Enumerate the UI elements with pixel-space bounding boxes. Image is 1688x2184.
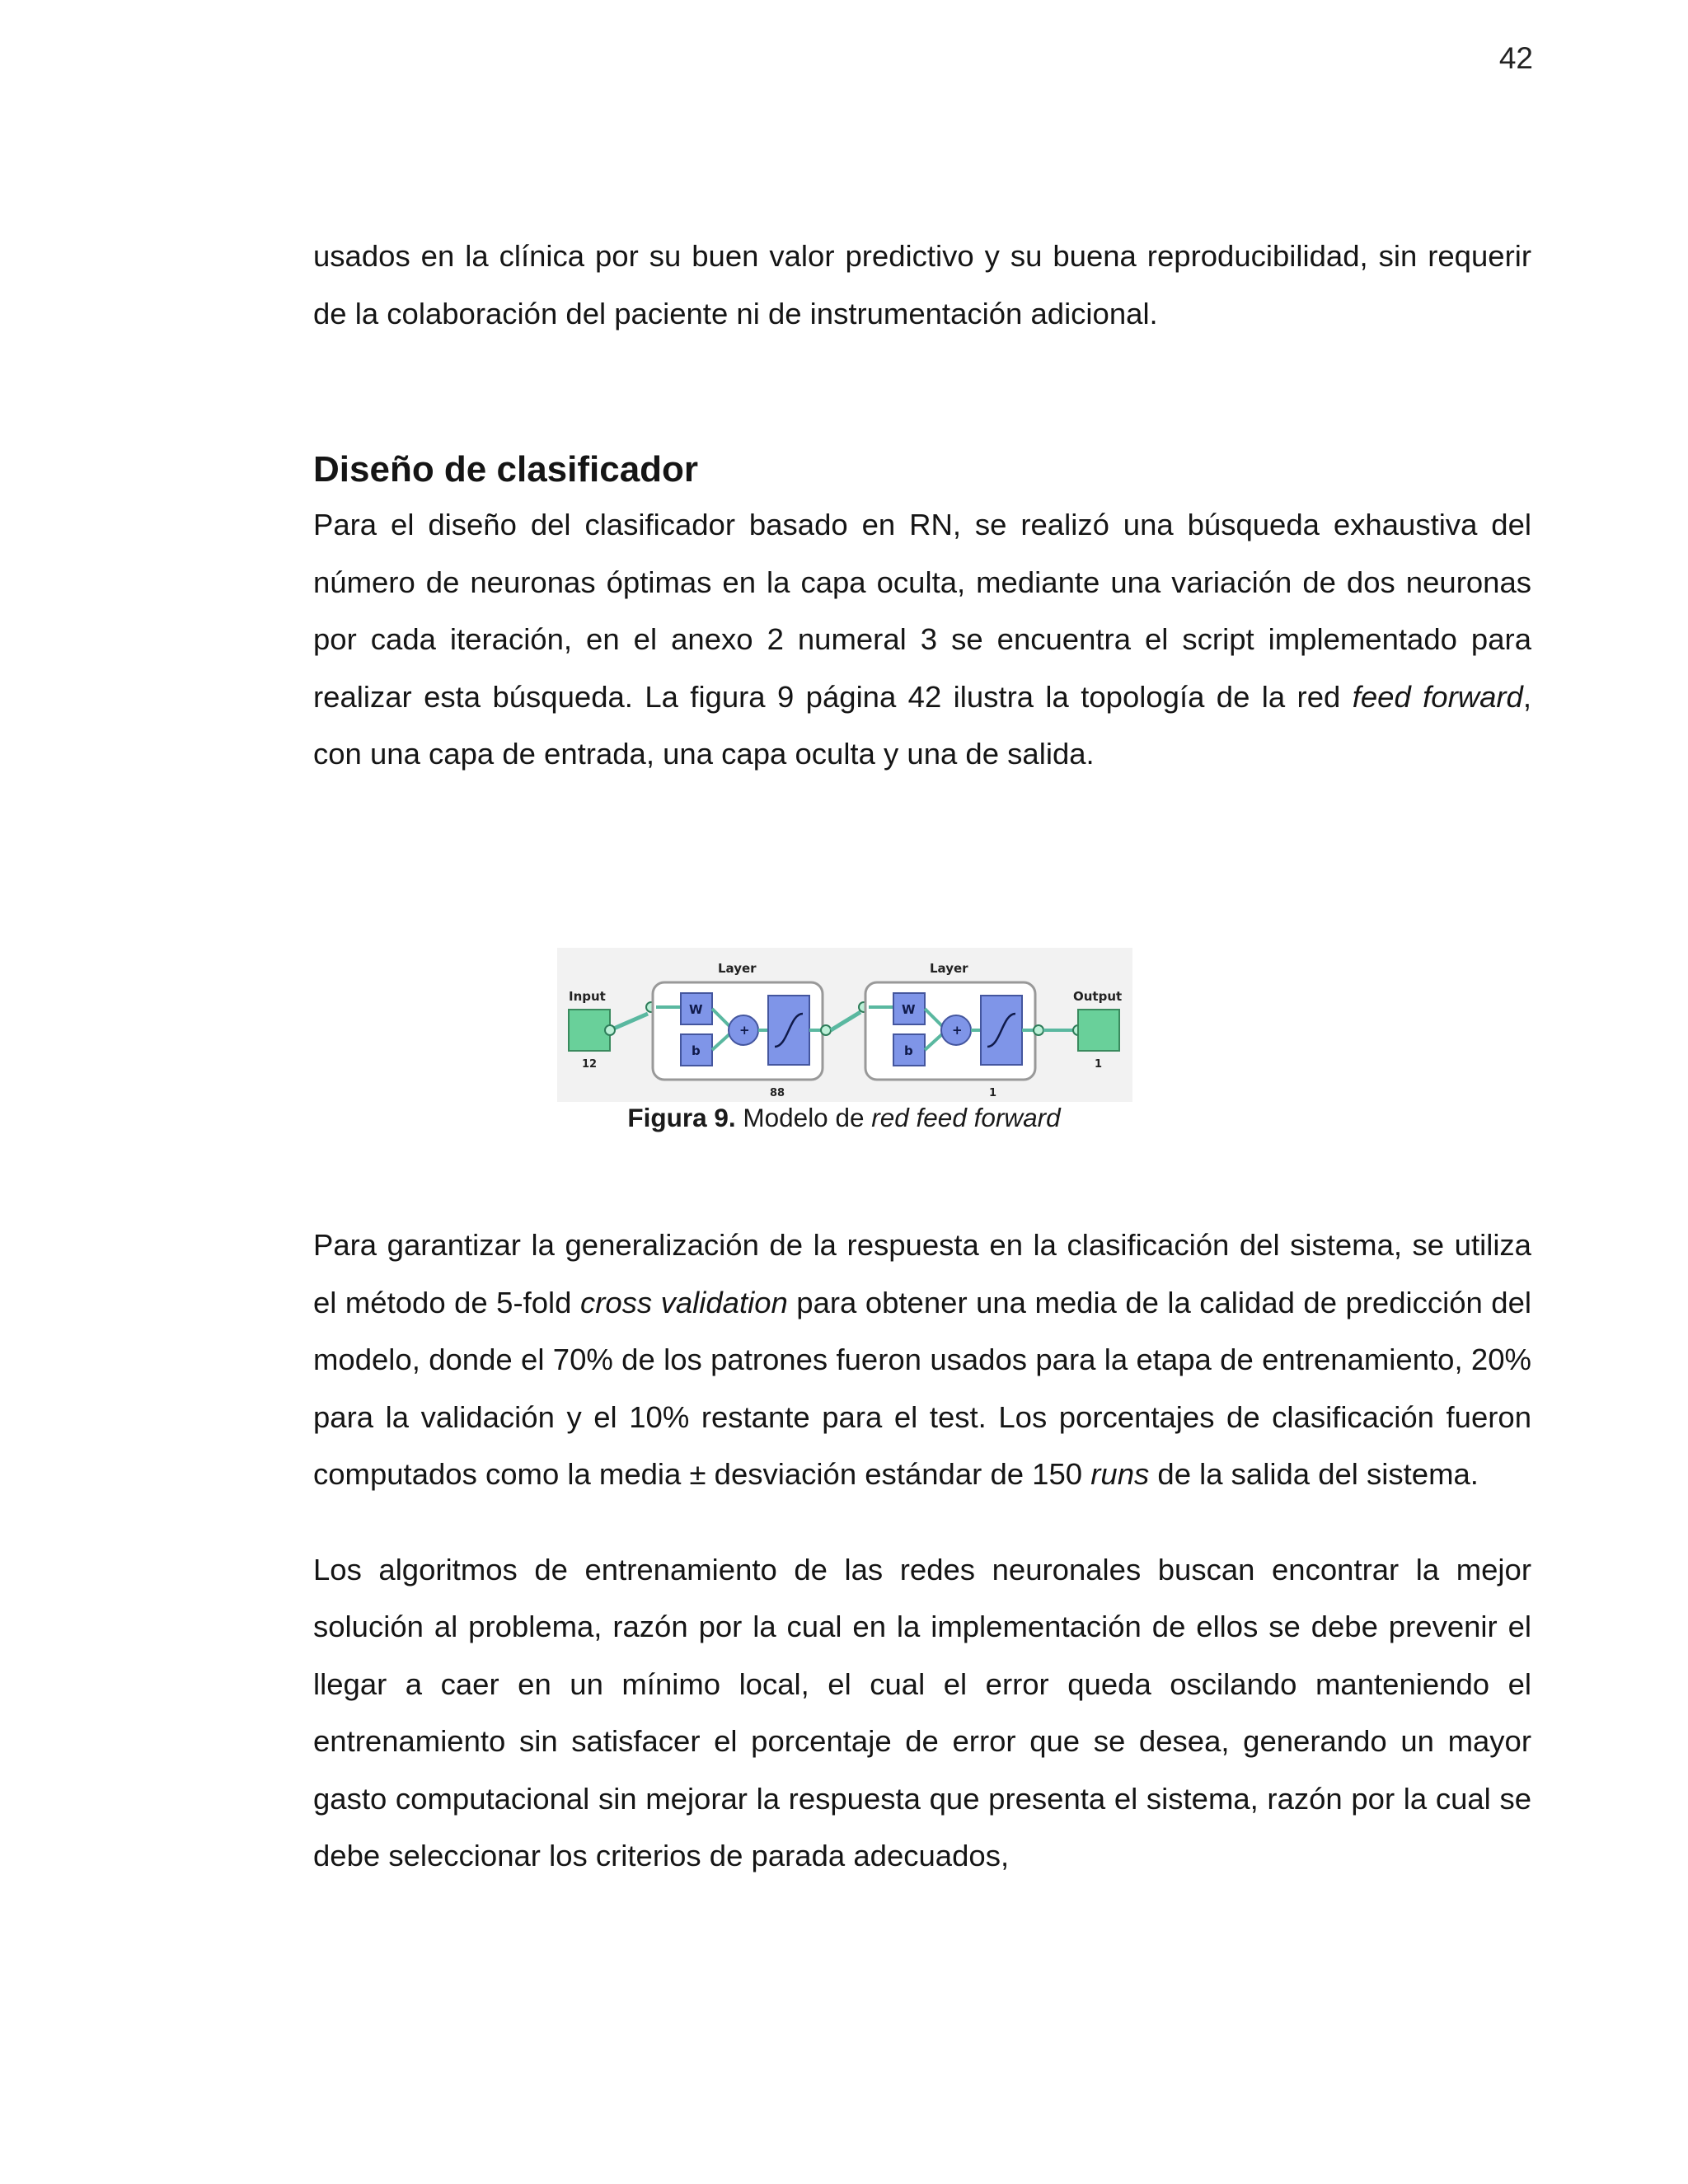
paragraph-training-algorithms: Los algoritmos de entrenamiento de las redes neuronales buscan encontrar la mejor solución al problema, razón por la cual en la implementación de ellos se debe prevenir el llegar a caer en un mínimo local, el cual el error queda oscilando manteniendo el entrenamiento sin satisfacer el porcentaje de error que se desea, generando un mayor gasto computacional sin mejorar la respuesta que presenta el sistema, razón por la cual se debe seleccionar los criterios de parada adecuados,	[313, 1552, 1531, 1872]
page-content	[313, 227, 1531, 783]
weight-label: W	[902, 1002, 916, 1017]
layer2-size: 1	[989, 1087, 997, 1099]
output-size: 1	[1095, 1058, 1103, 1071]
bias-label: b	[692, 1043, 701, 1058]
page-number: 42	[1498, 41, 1533, 75]
section-heading: Diseño de clasificador	[313, 449, 699, 490]
emphasis-text: cross validation	[579, 1285, 788, 1319]
page-content-lower	[313, 1216, 1531, 1885]
paragraph-text: , con una capa de entrada, una capa oculta y una de salida.	[313, 679, 1531, 771]
emphasis-text: runs	[1090, 1457, 1150, 1491]
input-block	[569, 1010, 610, 1051]
paragraph-cross-validation	[313, 1216, 1531, 1503]
paragraph-text: Para el diseño del clasificador basado en RN, se realizó una búsqueda exhaustiva del número de neuronas óptimas en la capa oculta, mediante una variación de dos neuronas por cada iteración, en el anexo 2 numeral 3 se encuentra el script implementado para realizar esta búsqueda. La figura 9 página 42 ilustra la topología de la red	[313, 508, 1531, 714]
paragraph-intro: usados en la clínica por su buen valor predictivo y su buena reproducibilidad, sin requerir de la colaboración del paciente ni de instrumentación adicional.	[313, 239, 1531, 330]
network-figure	[557, 948, 1134, 1102]
caption-label: Figura 9.	[627, 1103, 736, 1132]
caption-text: Modelo de	[735, 1103, 872, 1132]
figure-caption	[0, 1103, 1688, 1133]
sum-label: +	[739, 1023, 750, 1038]
feed-forward-diagram	[557, 948, 1132, 1102]
caption-emphasis: red feed forward	[871, 1103, 1061, 1132]
emphasis-text: feed forward	[1352, 679, 1523, 714]
layer1-label: Layer	[718, 961, 757, 976]
weight-label: W	[689, 1002, 703, 1017]
layer1-size: 88	[770, 1087, 785, 1099]
input-label: Input	[569, 989, 606, 1004]
paragraph-text: de la salida del sistema.	[1149, 1457, 1479, 1491]
output-label: Output	[1073, 989, 1123, 1004]
sum-label: +	[952, 1023, 963, 1038]
output-block	[1078, 1010, 1119, 1051]
paragraph-text: Para garantizar la generalización de la respuesta en la clasificación del sistema, se utiliza el método de 5-fold	[313, 1228, 1531, 1319]
bias-label: b	[904, 1043, 913, 1058]
paragraph-text: para obtener una media de la calidad de predicción del modelo, donde el 70% de los patrones fueron usados para la etapa de entrenamiento, 20% para la validación y el 10% restante para el test. Los porcentajes de clasificación fueron computados como la media ± desviación estándar de 150	[313, 1285, 1532, 1491]
paragraph-classifier-design	[313, 496, 1531, 783]
input-size: 12	[582, 1058, 598, 1071]
layer2-label: Layer	[930, 961, 968, 976]
